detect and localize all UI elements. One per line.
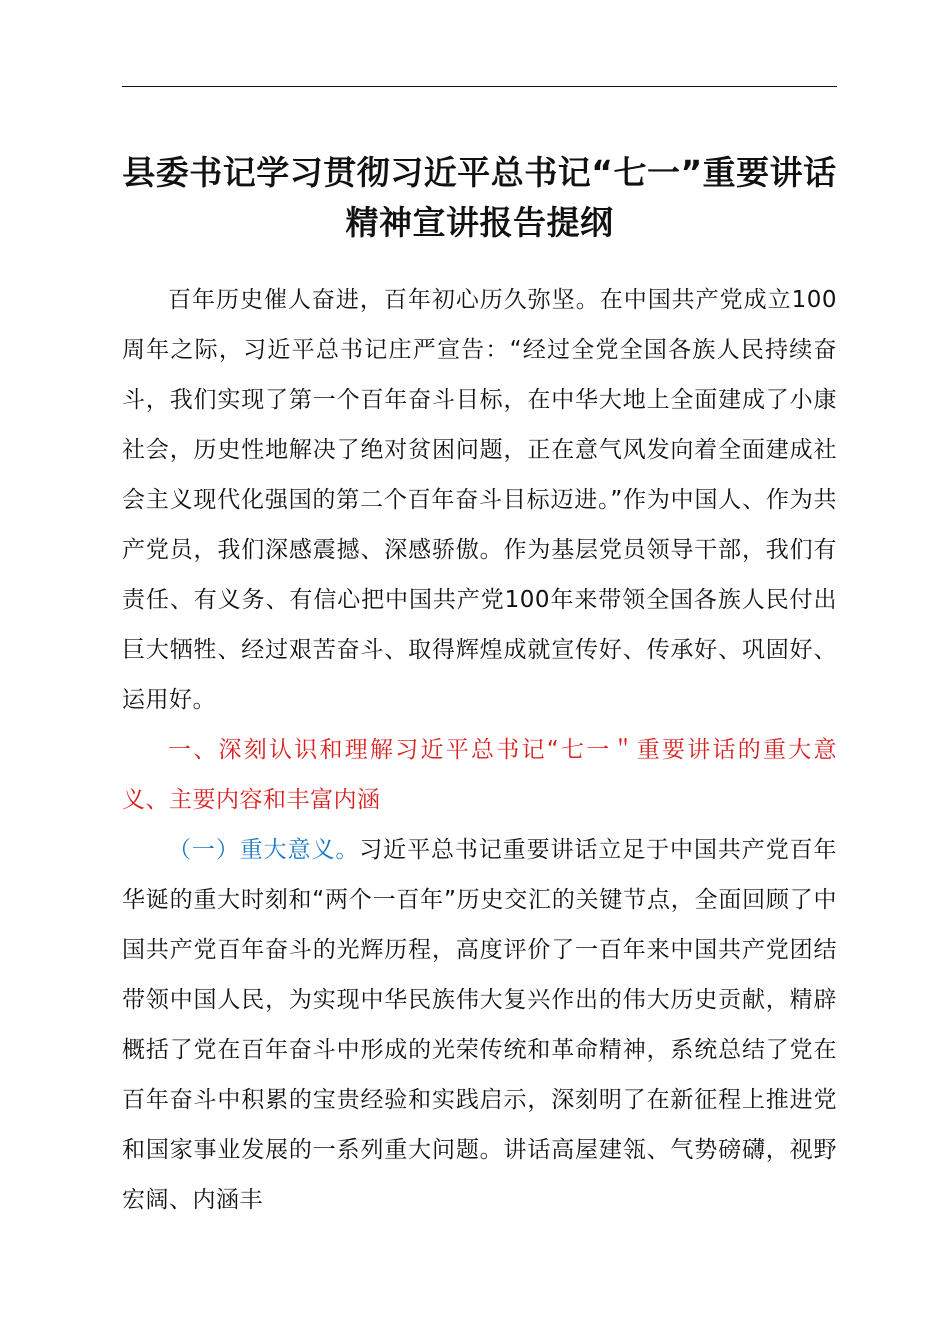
document-body: [122, 275, 837, 1225]
subsection-paragraph: [122, 825, 837, 1225]
subsection-text: 习近平总书记重要讲话立足于中国共产党百年华诞的重大时刻和“两个一百年”历史交汇的关键节点，全面回顾了中国共产党百年奋斗的光辉历程，高度评价了一百年来中国共产党团结带领中国人民，为实现中华民族伟大复兴作出的伟大历史贡献，精辟概括了党在百年奋斗中形成的光荣传统和革命精神，系统总结了党在百年奋斗中积累的宝贵经验和实践启示，深刻明了在新征程上推进党和国家事业发展的一系列重大问题。讲话高屋建瓴、气势磅礴，视野宏阔、内涵丰: [122, 837, 838, 1213]
header-rule: [122, 86, 837, 87]
intro-paragraph: 百年历史催人奋进，百年初心历久弥坚。在中国共产党成立100周年之际，习近平总书记庄严宣告：“经过全党全国各族人民持续奋斗，我们实现了第一个百年奋斗目标，在中华大地上全面建成了小康社会，历史性地解决了绝对贫困问题，正在意气风发向着全面建成社会主义现代化强国的第二个百年奋斗目标迈进。”作为中国人、作为共产党员，我们深感震撼、深感骄傲。作为基层党员领导干部，我们有责任、有义务、有信心把中国共产党100年来带领全国各族人民付出巨大牺牲、经过艰苦奋斗、取得辉煌成就宣传好、传承好、巩固好、运用好。: [122, 287, 837, 713]
document-title: 县委书记学习贯彻习近平总书记“七一”重要讲话精神宣讲报告提纲: [122, 153, 837, 242]
subsection-heading: （一）重大意义。: [168, 837, 360, 863]
section-heading: 一、深刻认识和理解习近平总书记“七一＂重要讲话的重大意义、主要内容和丰富内涵: [122, 737, 837, 813]
